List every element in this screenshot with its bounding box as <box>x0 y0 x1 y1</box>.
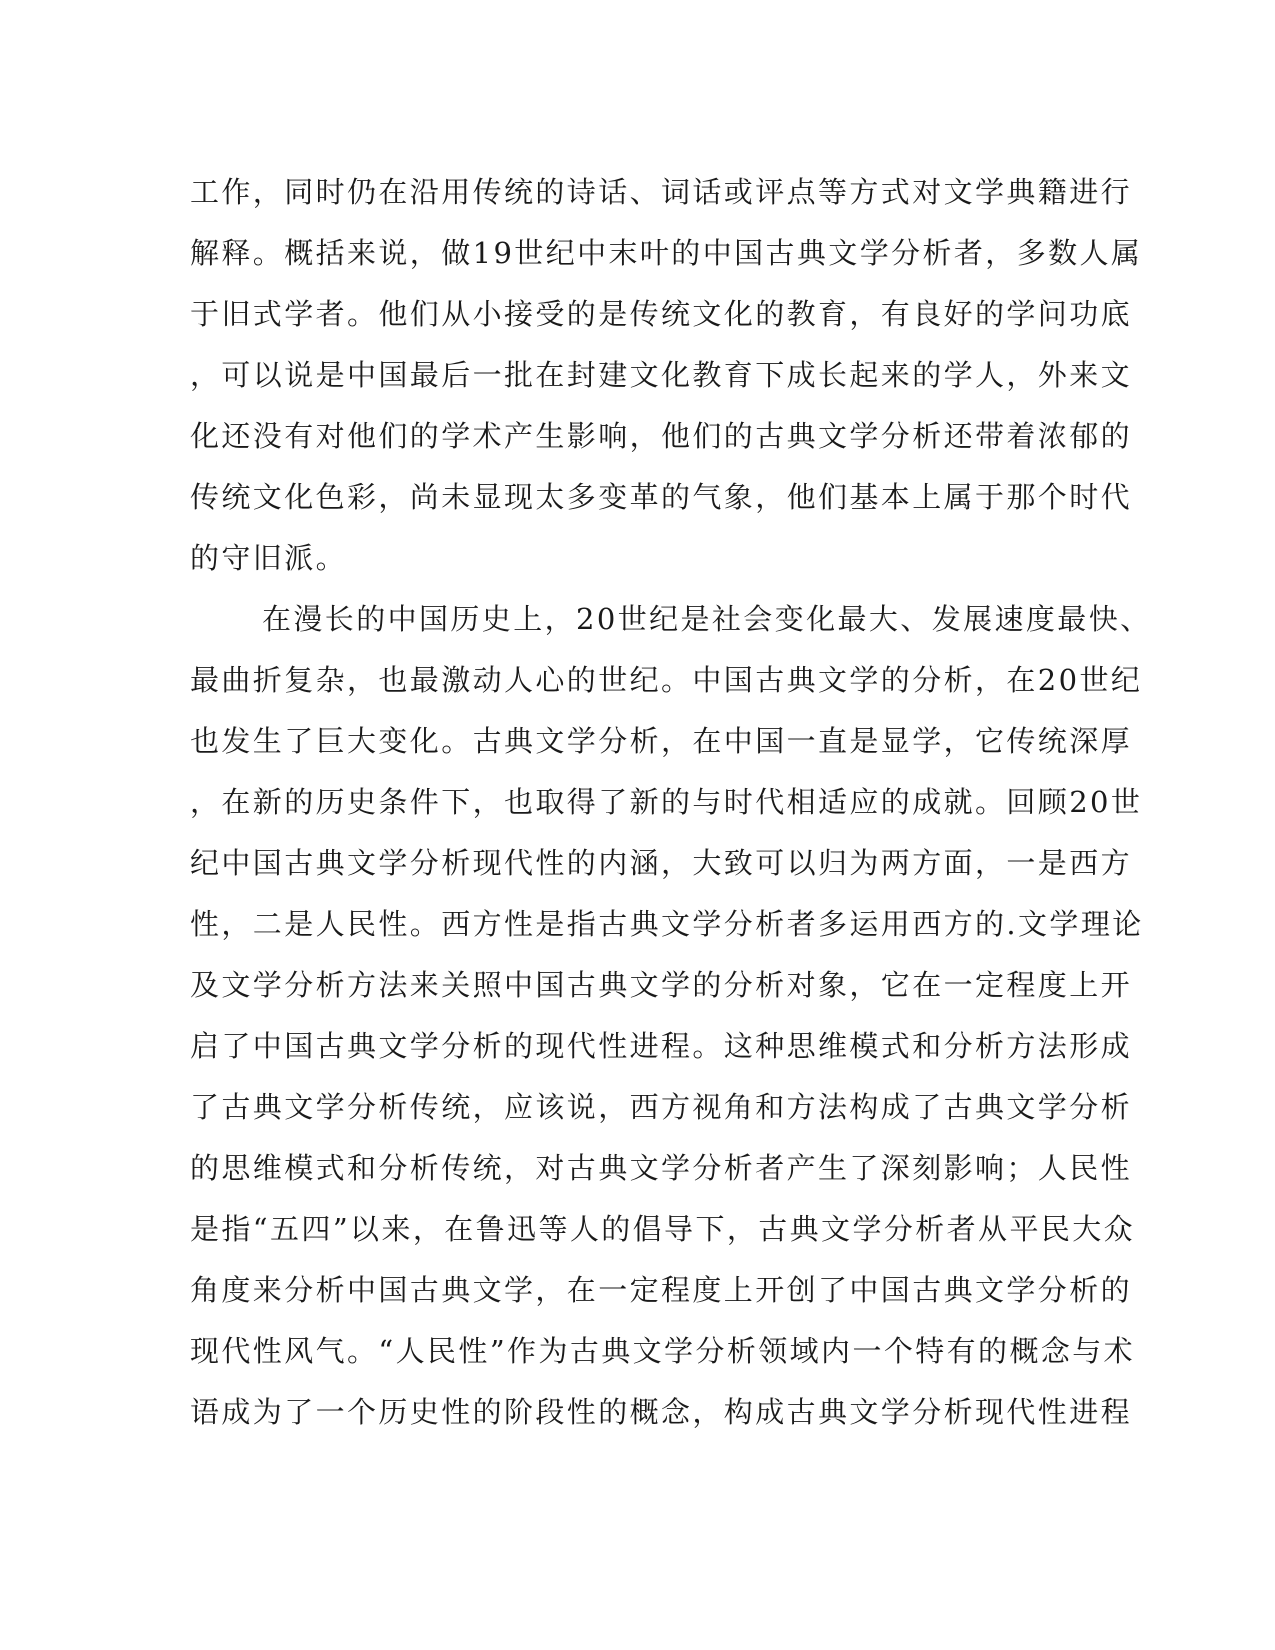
text-line: 于旧式学者。他们从小接受的是传统文化的教育，有良好的学问功底 <box>190 297 1133 331</box>
text-line: 的守旧派。 <box>190 541 348 575</box>
text-line: 现代性风气。“人民性”作为古典文学分析领域内一个特有的概念与术 <box>190 1334 1136 1368</box>
text-line: 语成为了一个历史性的阶段性的概念，构成古典文学分析现代性进程 <box>190 1395 1133 1429</box>
text-line: 纪中国古典文学分析现代性的内涵，大致可以归为两方面，一是西方 <box>190 846 1133 880</box>
body-text <box>190 162 1152 1443</box>
text-line: 是指“五四”以来，在鲁迅等人的倡导下，古典文学分析者从平民大众 <box>190 1212 1136 1246</box>
text-line: 了古典文学分析传统，应该说，西方视角和方法构成了古典文学分析 <box>190 1090 1133 1124</box>
text-line: ，可以说是中国最后一批在封建文化教育下成长起来的学人，外来文 <box>190 358 1133 392</box>
text-line: 性，二是人民性。西方性是指古典文学分析者多运用西方的.文学理论 <box>190 907 1144 941</box>
text-line: 在漫长的中国历史上，20世纪是社会变化最大、发展速度最快、 <box>262 602 1152 636</box>
text-line: 启了中国古典文学分析的现代性进程。这种思维模式和分析方法形成 <box>190 1029 1133 1063</box>
text-line: ，在新的历史条件下，也取得了新的与时代相适应的成就。回顾20世 <box>190 785 1143 819</box>
text-line: 最曲折复杂，也最激动人心的世纪。中国古典文学的分析，在20世纪 <box>190 663 1143 697</box>
paragraph-1 <box>190 162 1143 589</box>
text-line: 化还没有对他们的学术产生影响，他们的古典文学分析还带着浓郁的 <box>190 419 1133 453</box>
text-line: 也发生了巨大变化。古典文学分析，在中国一直是显学，它传统深厚 <box>190 724 1133 758</box>
text-line: 的思维模式和分析传统，对古典文学分析者产生了深刻影响；人民性 <box>190 1151 1133 1185</box>
text-line: 及文学分析方法来关照中国古典文学的分析对象，它在一定程度上开 <box>190 968 1133 1002</box>
text-line: 传统文化色彩，尚未显现太多变革的气象，他们基本上属于那个时代 <box>190 480 1133 514</box>
text-line: 角度来分析中国古典文学，在一定程度上开创了中国古典文学分析的 <box>190 1273 1133 1307</box>
text-line: 工作，同时仍在沿用传统的诗话、词话或评点等方式对文学典籍进行 <box>190 175 1133 209</box>
text-line: 解释。概括来说，做19世纪中末叶的中国古典文学分析者，多数人属 <box>190 236 1143 270</box>
paragraph-2 <box>190 589 1152 1443</box>
